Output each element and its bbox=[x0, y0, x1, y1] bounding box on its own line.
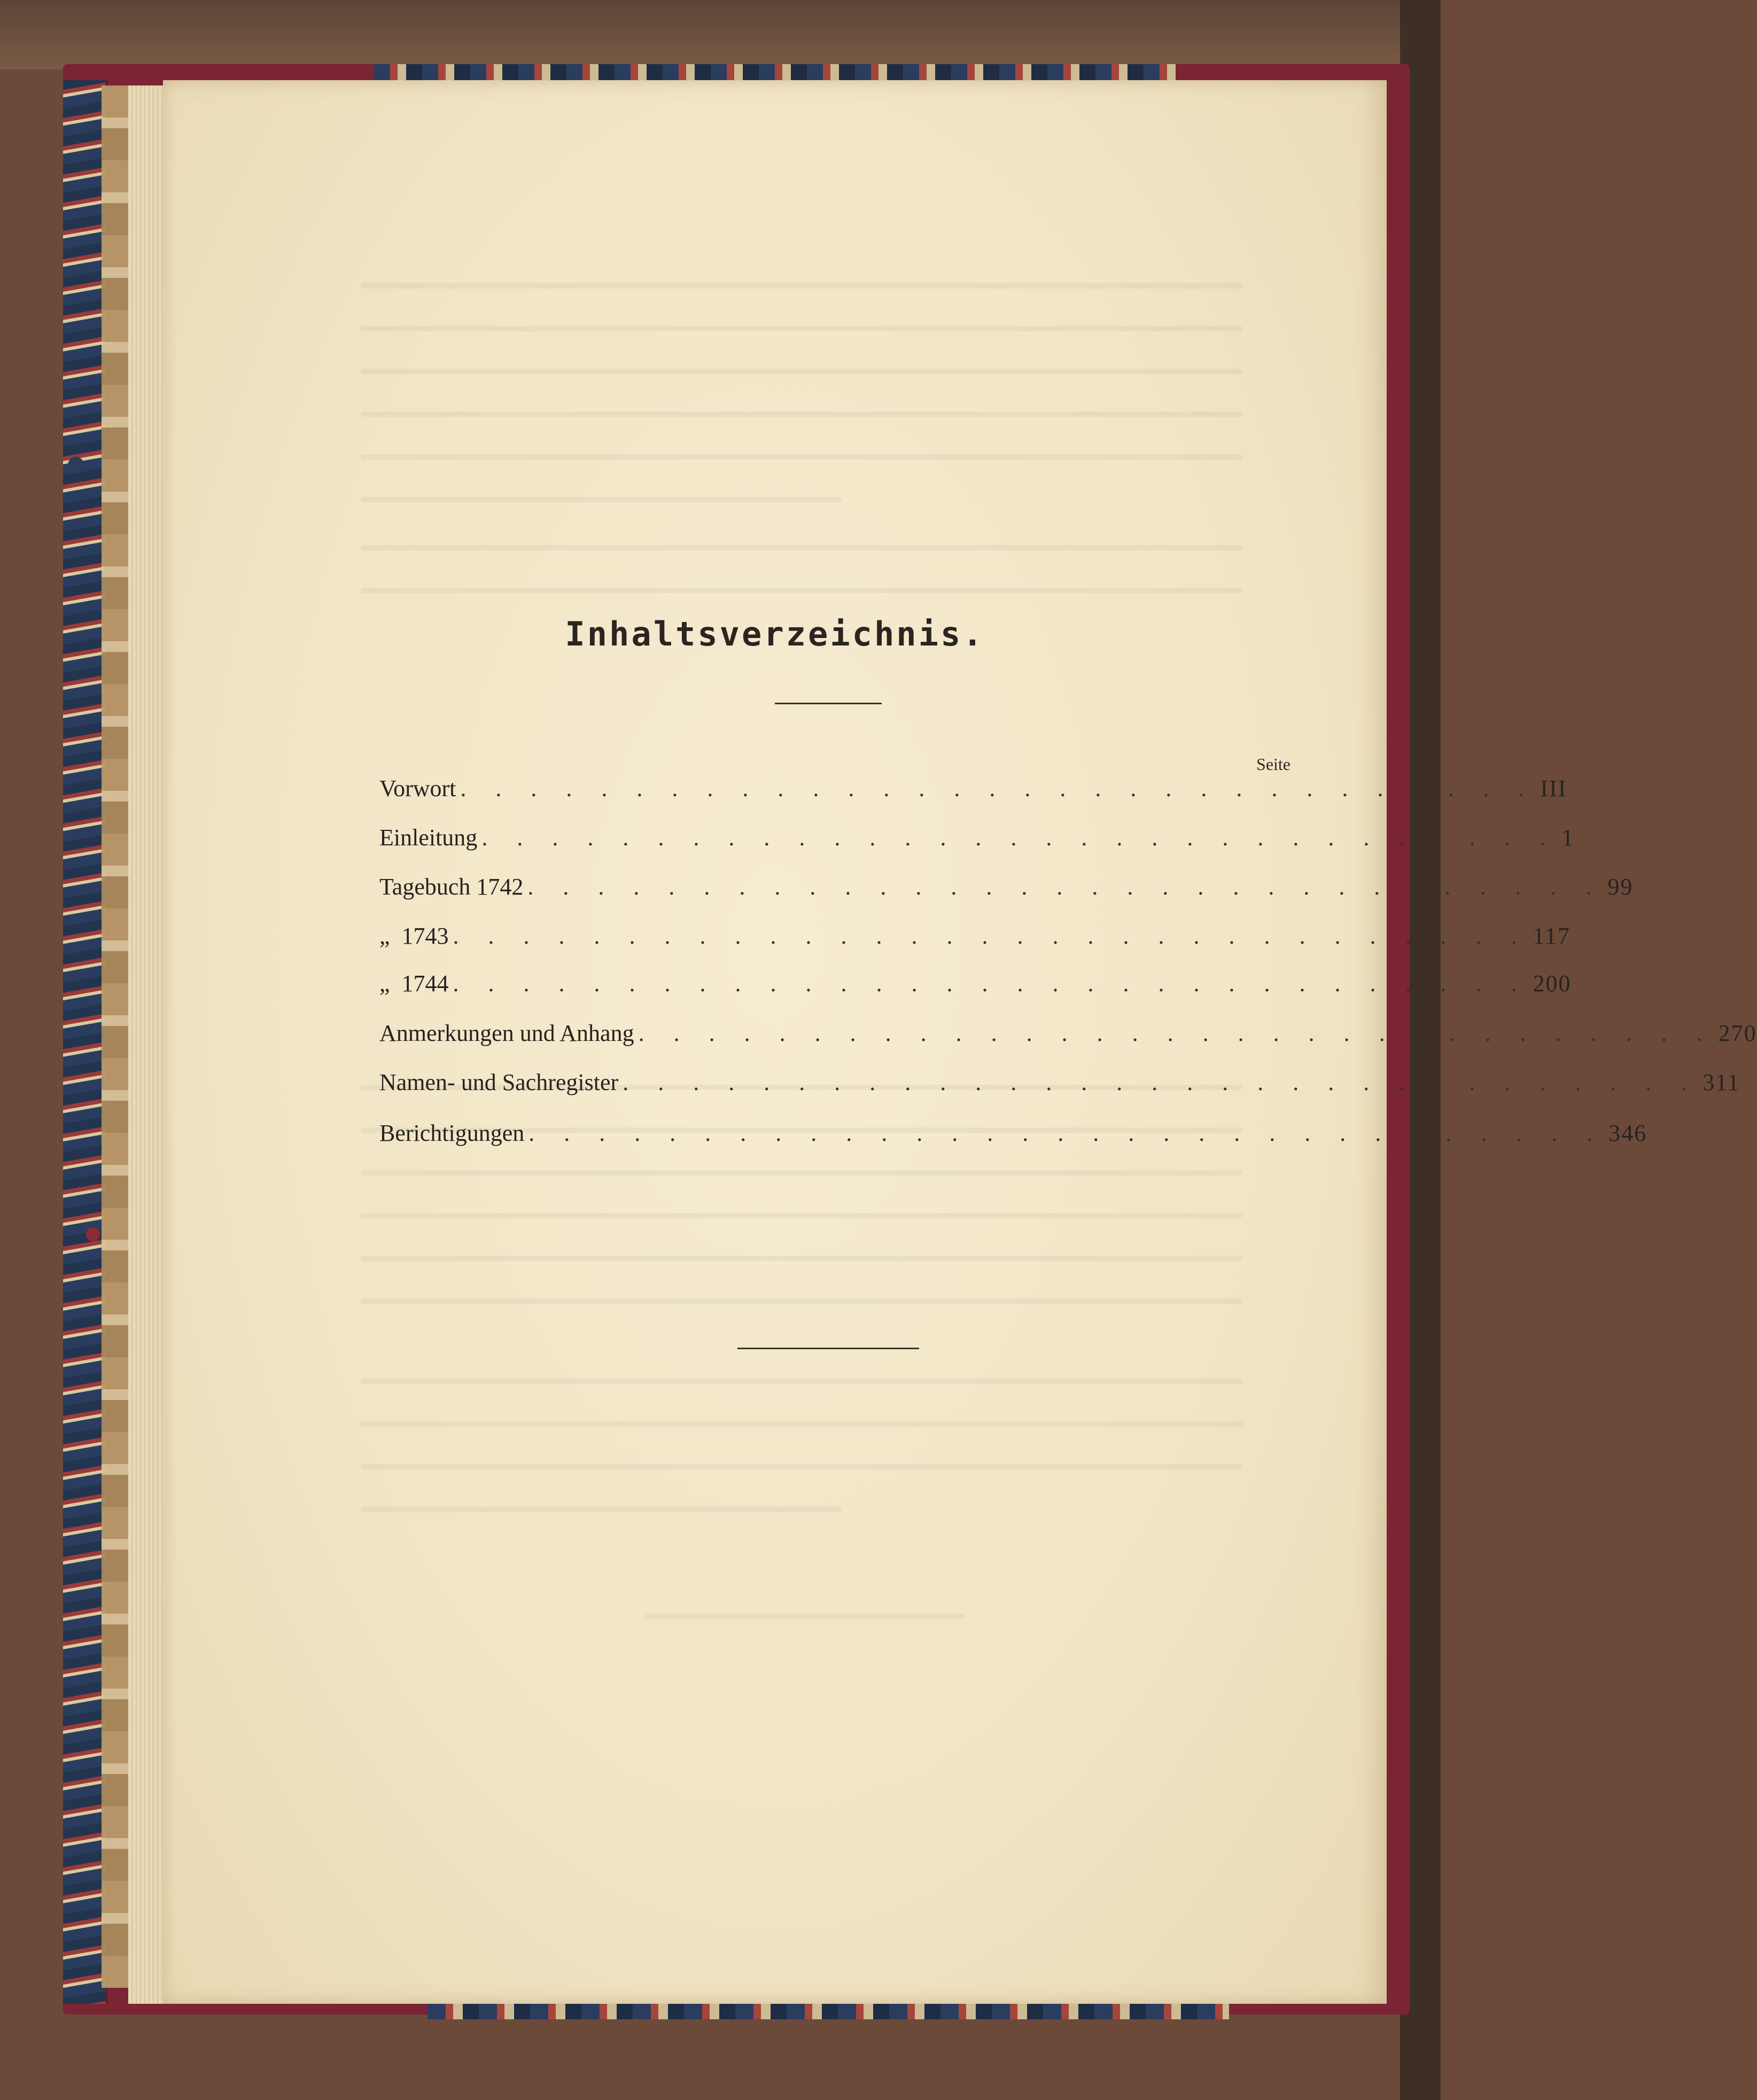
toc-entry-label: Namen- und Sachregister bbox=[379, 1069, 619, 1095]
toc-entry-label: Anmerkungen und Anhang bbox=[379, 1020, 634, 1046]
toc-entry-label: Berichtigungen bbox=[379, 1120, 525, 1146]
desk-background bbox=[0, 0, 1441, 69]
toc-entry-label: „ 1744 bbox=[379, 970, 449, 997]
toc-leader-dots: . . . . . . . . . . . . . . . . . . . . . . . . . . . . . . . bbox=[460, 775, 1536, 802]
toc-entry-page: 346 bbox=[1608, 1120, 1647, 1146]
toc-entry-page: 1 bbox=[1561, 825, 1575, 851]
toc-entry-anmerkungen bbox=[379, 1020, 1757, 1052]
toc-entry-tagebuch-1743 bbox=[379, 922, 1571, 954]
page-block-edges bbox=[128, 85, 166, 2004]
toc-entry-label: Vorwort bbox=[379, 775, 456, 802]
toc-title: Inhaltsverzeichnis. bbox=[565, 615, 985, 654]
toc-entry-register bbox=[379, 1069, 1740, 1101]
toc-entry-label: Tagebuch 1742 bbox=[379, 874, 524, 900]
marbled-board-left bbox=[63, 80, 107, 2004]
toc-entry-page: 99 bbox=[1607, 874, 1634, 900]
toc-leader-dots: . . . . . . . . . . . . . . . . . . . . . . . . . . . . . . . bbox=[623, 1069, 1699, 1095]
toc-leader-dots: . . . . . . . . . . . . . . . . . . . . . . . . . . . . . . . bbox=[638, 1020, 1714, 1046]
toc-leader-dots: . . . . . . . . . . . . . . . . . . . . . . . . . . . . . . . bbox=[453, 970, 1529, 997]
toc-leader-dots: . . . . . . . . . . . . . . . . . . . . . . . . . . . . . . . bbox=[527, 874, 1604, 900]
page-column-header: Seite bbox=[1256, 755, 1290, 774]
toc-entry-einleitung bbox=[379, 824, 1575, 856]
marbled-edge-bottom bbox=[427, 2001, 1229, 2019]
toc-entry-tagebuch-1742 bbox=[379, 873, 1634, 905]
toc-entry-page: 311 bbox=[1702, 1069, 1740, 1095]
toc-leader-dots: . . . . . . . . . . . . . . . . . . . . . . . . . . . . . . . bbox=[528, 1120, 1605, 1146]
toc-entry-page: 117 bbox=[1533, 923, 1571, 949]
toc-entry-vorwort bbox=[379, 775, 1567, 807]
toc-entry-page: 200 bbox=[1533, 970, 1572, 997]
closing-rule bbox=[737, 1348, 919, 1349]
toc-entry-berichtigungen bbox=[379, 1119, 1647, 1152]
toc-entry-page: III bbox=[1540, 775, 1567, 802]
toc-entry-tagebuch-1744 bbox=[379, 970, 1572, 1002]
toc-leader-dots: . . . . . . . . . . . . . . . . . . . . . . . . . . . . . . . bbox=[481, 825, 1558, 851]
marbled-edge-top bbox=[374, 64, 1176, 82]
book-page bbox=[163, 80, 1757, 2004]
toc-entry-label: Einleitung bbox=[379, 825, 478, 851]
toc-entry-page: 270 bbox=[1718, 1020, 1757, 1046]
title-rule bbox=[775, 703, 882, 704]
toc-leader-dots: . . . . . . . . . . . . . . . . . . . . . . . . . . . . . . . bbox=[453, 923, 1529, 949]
toc-entry-label: „ 1743 bbox=[379, 923, 449, 949]
